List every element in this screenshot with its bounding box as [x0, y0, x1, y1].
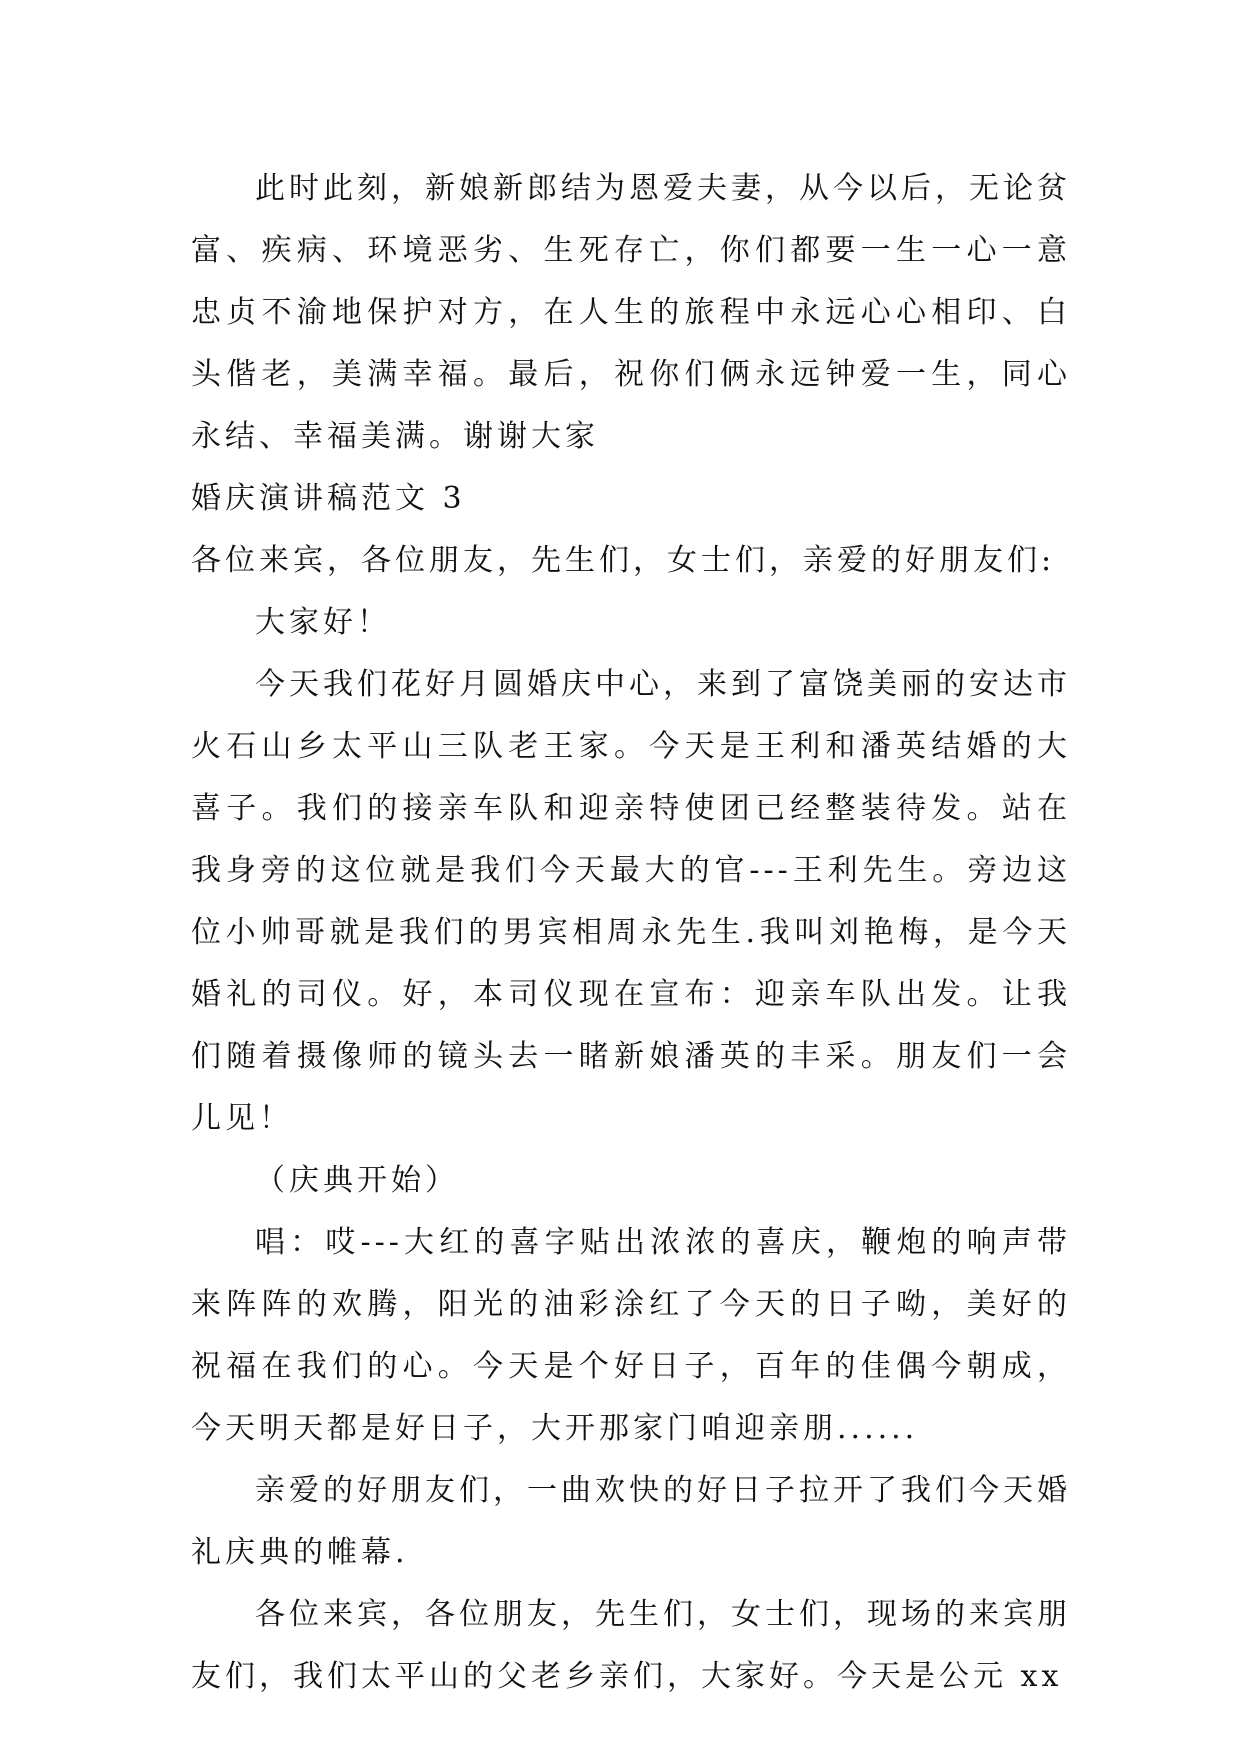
paragraph-date: 各位来宾，各位朋友，先生们，女士们，现场的来宾朋友们，我们太平山的父老乡亲们，大家好。今天是公元 xx [191, 1597, 1071, 1694]
paragraph-greeting-audience: 各位来宾，各位朋友，先生们，女士们，亲爱的好朋友们: [191, 543, 1056, 578]
paragraph-song: 唱：哎---大红的喜字贴出浓浓的喜庆，鞭炮的响声带来阵阵的欢腾，阳光的油彩涂红了今天的日子呦，美好的祝福在我们的心。今天是个好日子，百年的佳偶今朝成，今天明天都是好日子，大开那家门咱迎亲朋...... [191, 1225, 1071, 1446]
paragraph-ceremony-start: （庆典开始） [255, 1163, 459, 1198]
paragraph-hello: 大家好！ [255, 605, 391, 640]
paragraph-introduction: 今天我们花好月圆婚庆中心，来到了富饶美丽的安达市火石山乡太平山三队老王家。今天是王利和潘英结婚的大喜子。我们的接亲车队和迎亲特使团已经整装待发。站在我身旁的这位就是我们今天最大的官---王利先生。旁边这位小帅哥就是我们的男宾相周永先生.我叫刘艳梅，是今天婚礼的司仪。好，本司仪现在宣布：迎亲车队出发。让我们随着摄像师的镜头去一睹新娘潘英的丰采。朋友们一会儿见！ [191, 667, 1071, 1136]
section-heading: 婚庆演讲稿范文 3 [191, 481, 466, 516]
paragraph-curtain: 亲爱的好朋友们，一曲欢快的好日子拉开了我们今天婚礼庆典的帷幕. [191, 1473, 1071, 1570]
paragraph-vows: 此时此刻，新娘新郎结为恩爱夫妻，从今以后，无论贫富、疾病、环境恶劣、生死存亡，你们都要一生一心一意忠贞不渝地保护对方，在人生的旅程中永远心心相印、白头偕老，美满幸福。最后，祝你们俩永远钟爱一生，同心永结、幸福美满。谢谢大家 [191, 171, 1071, 454]
document-body [191, 158, 1071, 1708]
